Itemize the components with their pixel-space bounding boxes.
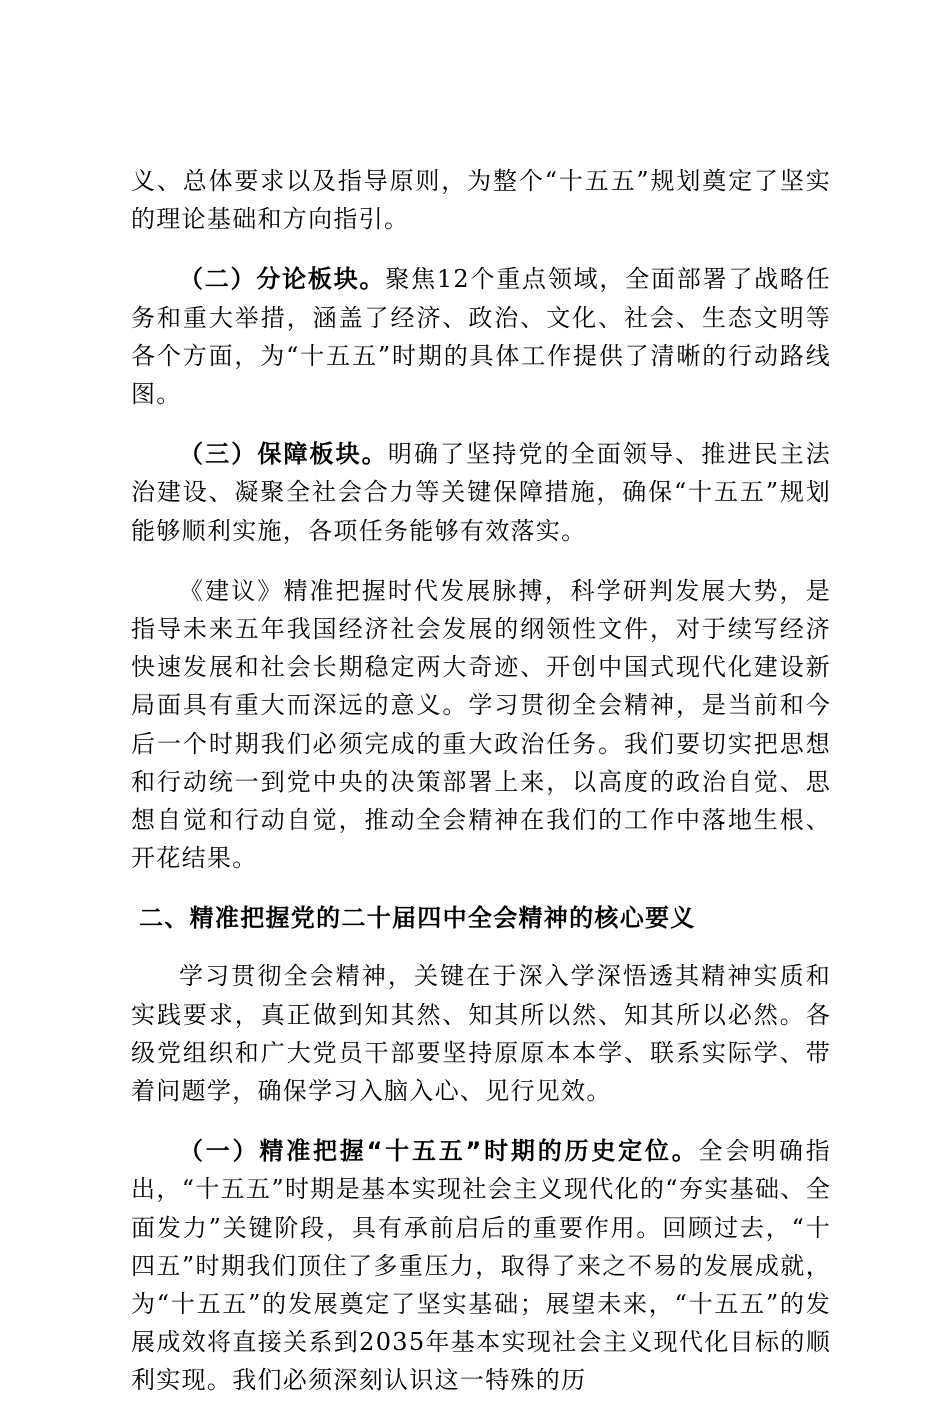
paragraph-label: （二）分论板块。 <box>179 265 386 294</box>
paragraph-sub-sections <box>131 260 831 413</box>
heading-text: 二、精准把握党的二十届四中全会精神的核心要义 <box>139 904 696 933</box>
paragraph-label: （三）保障板块。 <box>179 440 388 469</box>
paragraph-guarantee-section <box>131 435 831 550</box>
paragraph-text: 义、总体要求以及指导原则，为整个“十五五”规划奠定了坚实的理论基础和方向指引。 <box>131 167 831 234</box>
paragraph-study-requirements <box>131 957 831 1110</box>
paragraph-text: 《建议》精准把握时代发展脉搏，科学研判发展大势，是指导未来五年我国经济社会发展的纲领性文件，对于续写经济快速发展和社会长期稳定两大奇迹、开创中国式现代化建设新局面具有重大而深远的意义。学习贯彻全会精神，是当前和今后一个时期我们必须完成的重大政治任务。我们要切实把思想和行动统一到党中央的决策部署上来，以高度的政治自觉、思想自觉和行动自觉，推动全会精神在我们的工作中落地生根、开花结果。 <box>131 576 831 873</box>
paragraph-text: 学习贯彻全会精神，关键在于深入学深悟透其精神实质和实践要求，真正做到知其然、知其所以然、知其所以必然。各级党组织和广大党员干部要坚持原原本本学、联系实际学、带着问题学，确保学习入脑入心、见行见效。 <box>131 962 831 1106</box>
section-heading <box>131 899 831 937</box>
paragraph-text: 聚焦12个重点领域，全面部署了战略任务和重大举措，涵盖了经济、政治、文化、社会、生态文明等各个方面，为“十五五”时期的具体工作提供了清晰的行动路线图。 <box>131 265 831 409</box>
paragraph-text: 明确了坚持党的全面领导、推进民主法治建设、凝聚全社会合力等关键保障措施，确保“十五五”规划能够顺利实施，各项任务能够有效落实。 <box>131 440 831 545</box>
paragraph-significance <box>131 572 831 878</box>
paragraph-label: （一）精准把握“十五五”时期的历史定位。 <box>179 1137 699 1166</box>
document-body <box>131 162 831 1422</box>
paragraph-historical-position <box>131 1132 831 1399</box>
paragraph-text: 全会明确指出，“十五五”时期是基本实现社会主义现代化的“夯实基础、全面发力”关键阶段，具有承前启后的重要作用。回顾过去，“十四五”时期我们顶住了多重压力，取得了来之不易的发展成就，为“十五五”的发展奠定了坚实基础；展望未来，“十五五”的发展成效将直接关系到2035年基本实现社会主义现代化目标的顺利实现。我们必须深刻认识这一特殊的历 <box>131 1137 832 1395</box>
paragraph-continuation <box>131 162 831 238</box>
